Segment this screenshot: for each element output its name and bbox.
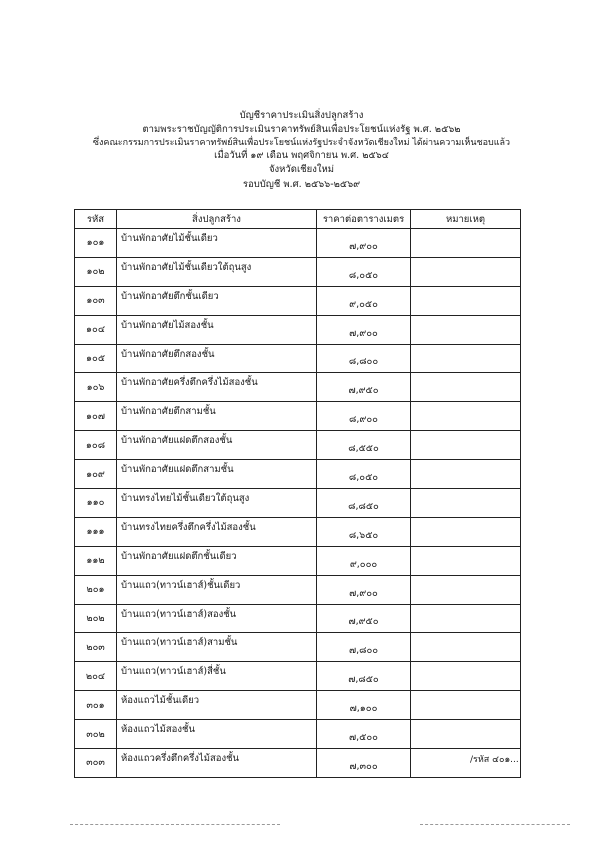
table-row: [75, 720, 521, 749]
row-building-type: บ้านทรงไทยไม้ชั้นเดียวใต้ถุนสูง: [117, 489, 317, 518]
approval-date: เมื่อวันที่ ๑๙ เดือน พฤศจิกายน พ.ศ. ๒๕๖๔: [214, 150, 389, 161]
table-row: [75, 373, 521, 402]
row-building-type: บ้านแถว(ทาวน์เฮาส์)ชั้นเดียว: [117, 575, 317, 604]
row-note: [411, 229, 521, 258]
row-code: ๒๐๑: [75, 575, 117, 604]
table-row: [75, 662, 521, 691]
row-note: [411, 691, 521, 720]
row-code: ๑๐๕: [75, 344, 117, 373]
row-note: [411, 633, 521, 662]
row-building-type: บ้านพักอาศัยแฝดตึกชั้นเดียว: [117, 546, 317, 575]
document-subtitle-act: ตามพระราชบัญญัติการประเมินราคาทรัพย์สินเพื่อประโยชน์แห่งรัฐ พ.ศ. ๒๕๖๒: [142, 124, 461, 135]
row-building-type: บ้านพักอาศัยครึ่งตึกครึ่งไม้สองชั้น: [117, 373, 317, 402]
row-price-per-sqm: ๘,๘๕๐: [317, 489, 411, 518]
document-subtitle-committee: ซึ่งคณะกรรมการประเมินราคาทรัพย์สินเพื่อประโยชน์แห่งรัฐประจำจังหวัดเชียงใหม่ ได้ผ่านความเห็นชอบแล้ว: [92, 138, 511, 148]
scan-artifact-line: [70, 824, 280, 825]
row-price-per-sqm: ๗,๙๐๐: [317, 315, 411, 344]
row-code: ๑๐๖: [75, 373, 117, 402]
row-code: ๑๐๑: [75, 229, 117, 258]
table-row: [75, 633, 521, 662]
row-price-per-sqm: ๗,๙๕๐: [317, 373, 411, 402]
row-building-type: บ้านแถว(ทาวน์เฮาส์)สองชั้น: [117, 604, 317, 633]
row-code: ๑๐๗: [75, 402, 117, 431]
table-row: [75, 575, 521, 604]
row-building-type: บ้านพักอาศัยไม้ชั้นเดียวใต้ถุนสูง: [117, 257, 317, 286]
row-building-type: บ้านพักอาศัยแฝดตึกสามชั้น: [117, 460, 317, 489]
province-name: จังหวัดเชียงใหม่: [268, 164, 335, 175]
building-price-table: [74, 209, 521, 778]
table-header-row: [75, 210, 521, 229]
table-row: [75, 229, 521, 258]
document-title: บัญชีราคาประเมินสิ่งปลูกสร้าง: [239, 110, 364, 121]
row-building-type: บ้านแถว(ทาวน์เฮาส์)สี่ชั้น: [117, 662, 317, 691]
column-header-note: หมายเหตุ: [411, 210, 521, 229]
row-code: ๑๐๒: [75, 257, 117, 286]
row-price-per-sqm: ๗,๙๐๐: [317, 575, 411, 604]
continuation-note: /รหัส ๔๐๑...: [470, 755, 519, 765]
row-building-type: บ้านแถว(ทาวน์เฮาส์)สามชั้น: [117, 633, 317, 662]
table-row: [75, 460, 521, 489]
row-code: ๓๐๓: [75, 749, 117, 778]
row-building-type: ห้องแถวครึ่งตึกครึ่งไม้สองชั้น: [117, 749, 317, 778]
row-price-per-sqm: ๗,๘๕๐: [317, 662, 411, 691]
row-price-per-sqm: ๘,๐๕๐: [317, 257, 411, 286]
row-price-per-sqm: ๗,๑๐๐: [317, 691, 411, 720]
column-header-code: รหัส: [75, 210, 117, 229]
table-row: [75, 517, 521, 546]
column-header-price: ราคาต่อตารางเมตร: [317, 210, 411, 229]
row-price-per-sqm: ๗,๕๐๐: [317, 720, 411, 749]
row-note: [411, 489, 521, 518]
row-building-type: บ้านพักอาศัยแฝดตึกสองชั้น: [117, 431, 317, 460]
row-price-per-sqm: ๘,๖๕๐: [317, 517, 411, 546]
row-code: ๓๐๒: [75, 720, 117, 749]
row-building-type: บ้านพักอาศัยไม้ชั้นเดียว: [117, 229, 317, 258]
table-row: [75, 489, 521, 518]
row-note: [411, 662, 521, 691]
row-note: [411, 720, 521, 749]
row-price-per-sqm: ๙,๐๐๐: [317, 546, 411, 575]
row-note: [411, 257, 521, 286]
table-row: [75, 691, 521, 720]
table-row: [75, 402, 521, 431]
row-code: ๑๐๙: [75, 460, 117, 489]
row-price-per-sqm: ๗,๓๐๐: [317, 749, 411, 778]
row-note: [411, 344, 521, 373]
row-note: [411, 402, 521, 431]
row-price-per-sqm: ๘,๕๕๐: [317, 431, 411, 460]
row-code: ๑๑๒: [75, 546, 117, 575]
row-building-type: บ้านพักอาศัยตึกสามชั้น: [117, 402, 317, 431]
accounting-period: รอบบัญชี พ.ศ. ๒๕๖๖-๒๕๖๙: [242, 179, 361, 190]
row-note: [411, 575, 521, 604]
row-building-type: ห้องแถวไม้สองชั้น: [117, 720, 317, 749]
row-note: [411, 286, 521, 315]
row-code: ๒๐๓: [75, 633, 117, 662]
row-note: [411, 373, 521, 402]
table-row: [75, 286, 521, 315]
table-row: [75, 546, 521, 575]
row-code: ๑๑๐: [75, 489, 117, 518]
row-price-per-sqm: ๘,๙๐๐: [317, 402, 411, 431]
row-building-type: บ้านพักอาศัยตึกชั้นเดียว: [117, 286, 317, 315]
row-code: ๑๐๘: [75, 431, 117, 460]
row-code: ๑๑๑: [75, 517, 117, 546]
row-code: ๑๐๓: [75, 286, 117, 315]
row-note: [411, 517, 521, 546]
row-code: ๒๐๒: [75, 604, 117, 633]
table-row: [75, 431, 521, 460]
row-building-type: บ้านพักอาศัยตึกสองชั้น: [117, 344, 317, 373]
table-row: [75, 315, 521, 344]
row-price-per-sqm: ๗,๙๐๐: [317, 229, 411, 258]
table-row: [75, 604, 521, 633]
table-row: [75, 344, 521, 373]
row-building-type: บ้านทรงไทยครึ่งตึกครึ่งไม้สองชั้น: [117, 517, 317, 546]
row-code: ๓๐๑: [75, 691, 117, 720]
table-row: [75, 257, 521, 286]
scan-artifact-line: [420, 824, 570, 825]
column-header-name: สิ่งปลูกสร้าง: [117, 210, 317, 229]
row-code: ๒๐๔: [75, 662, 117, 691]
row-note: [411, 431, 521, 460]
row-note: [411, 604, 521, 633]
row-note: [411, 315, 521, 344]
row-price-per-sqm: ๗,๙๕๐: [317, 604, 411, 633]
row-price-per-sqm: ๘,๐๕๐: [317, 460, 411, 489]
row-building-type: บ้านพักอาศัยไม้สองชั้น: [117, 315, 317, 344]
row-price-per-sqm: ๙,๐๕๐: [317, 286, 411, 315]
row-code: ๑๐๔: [75, 315, 117, 344]
row-note: [411, 546, 521, 575]
row-price-per-sqm: ๗,๘๐๐: [317, 633, 411, 662]
row-price-per-sqm: ๘,๘๐๐: [317, 344, 411, 373]
row-note: [411, 460, 521, 489]
table-row: [75, 749, 521, 778]
row-building-type: ห้องแถวไม้ชั้นเดียว: [117, 691, 317, 720]
